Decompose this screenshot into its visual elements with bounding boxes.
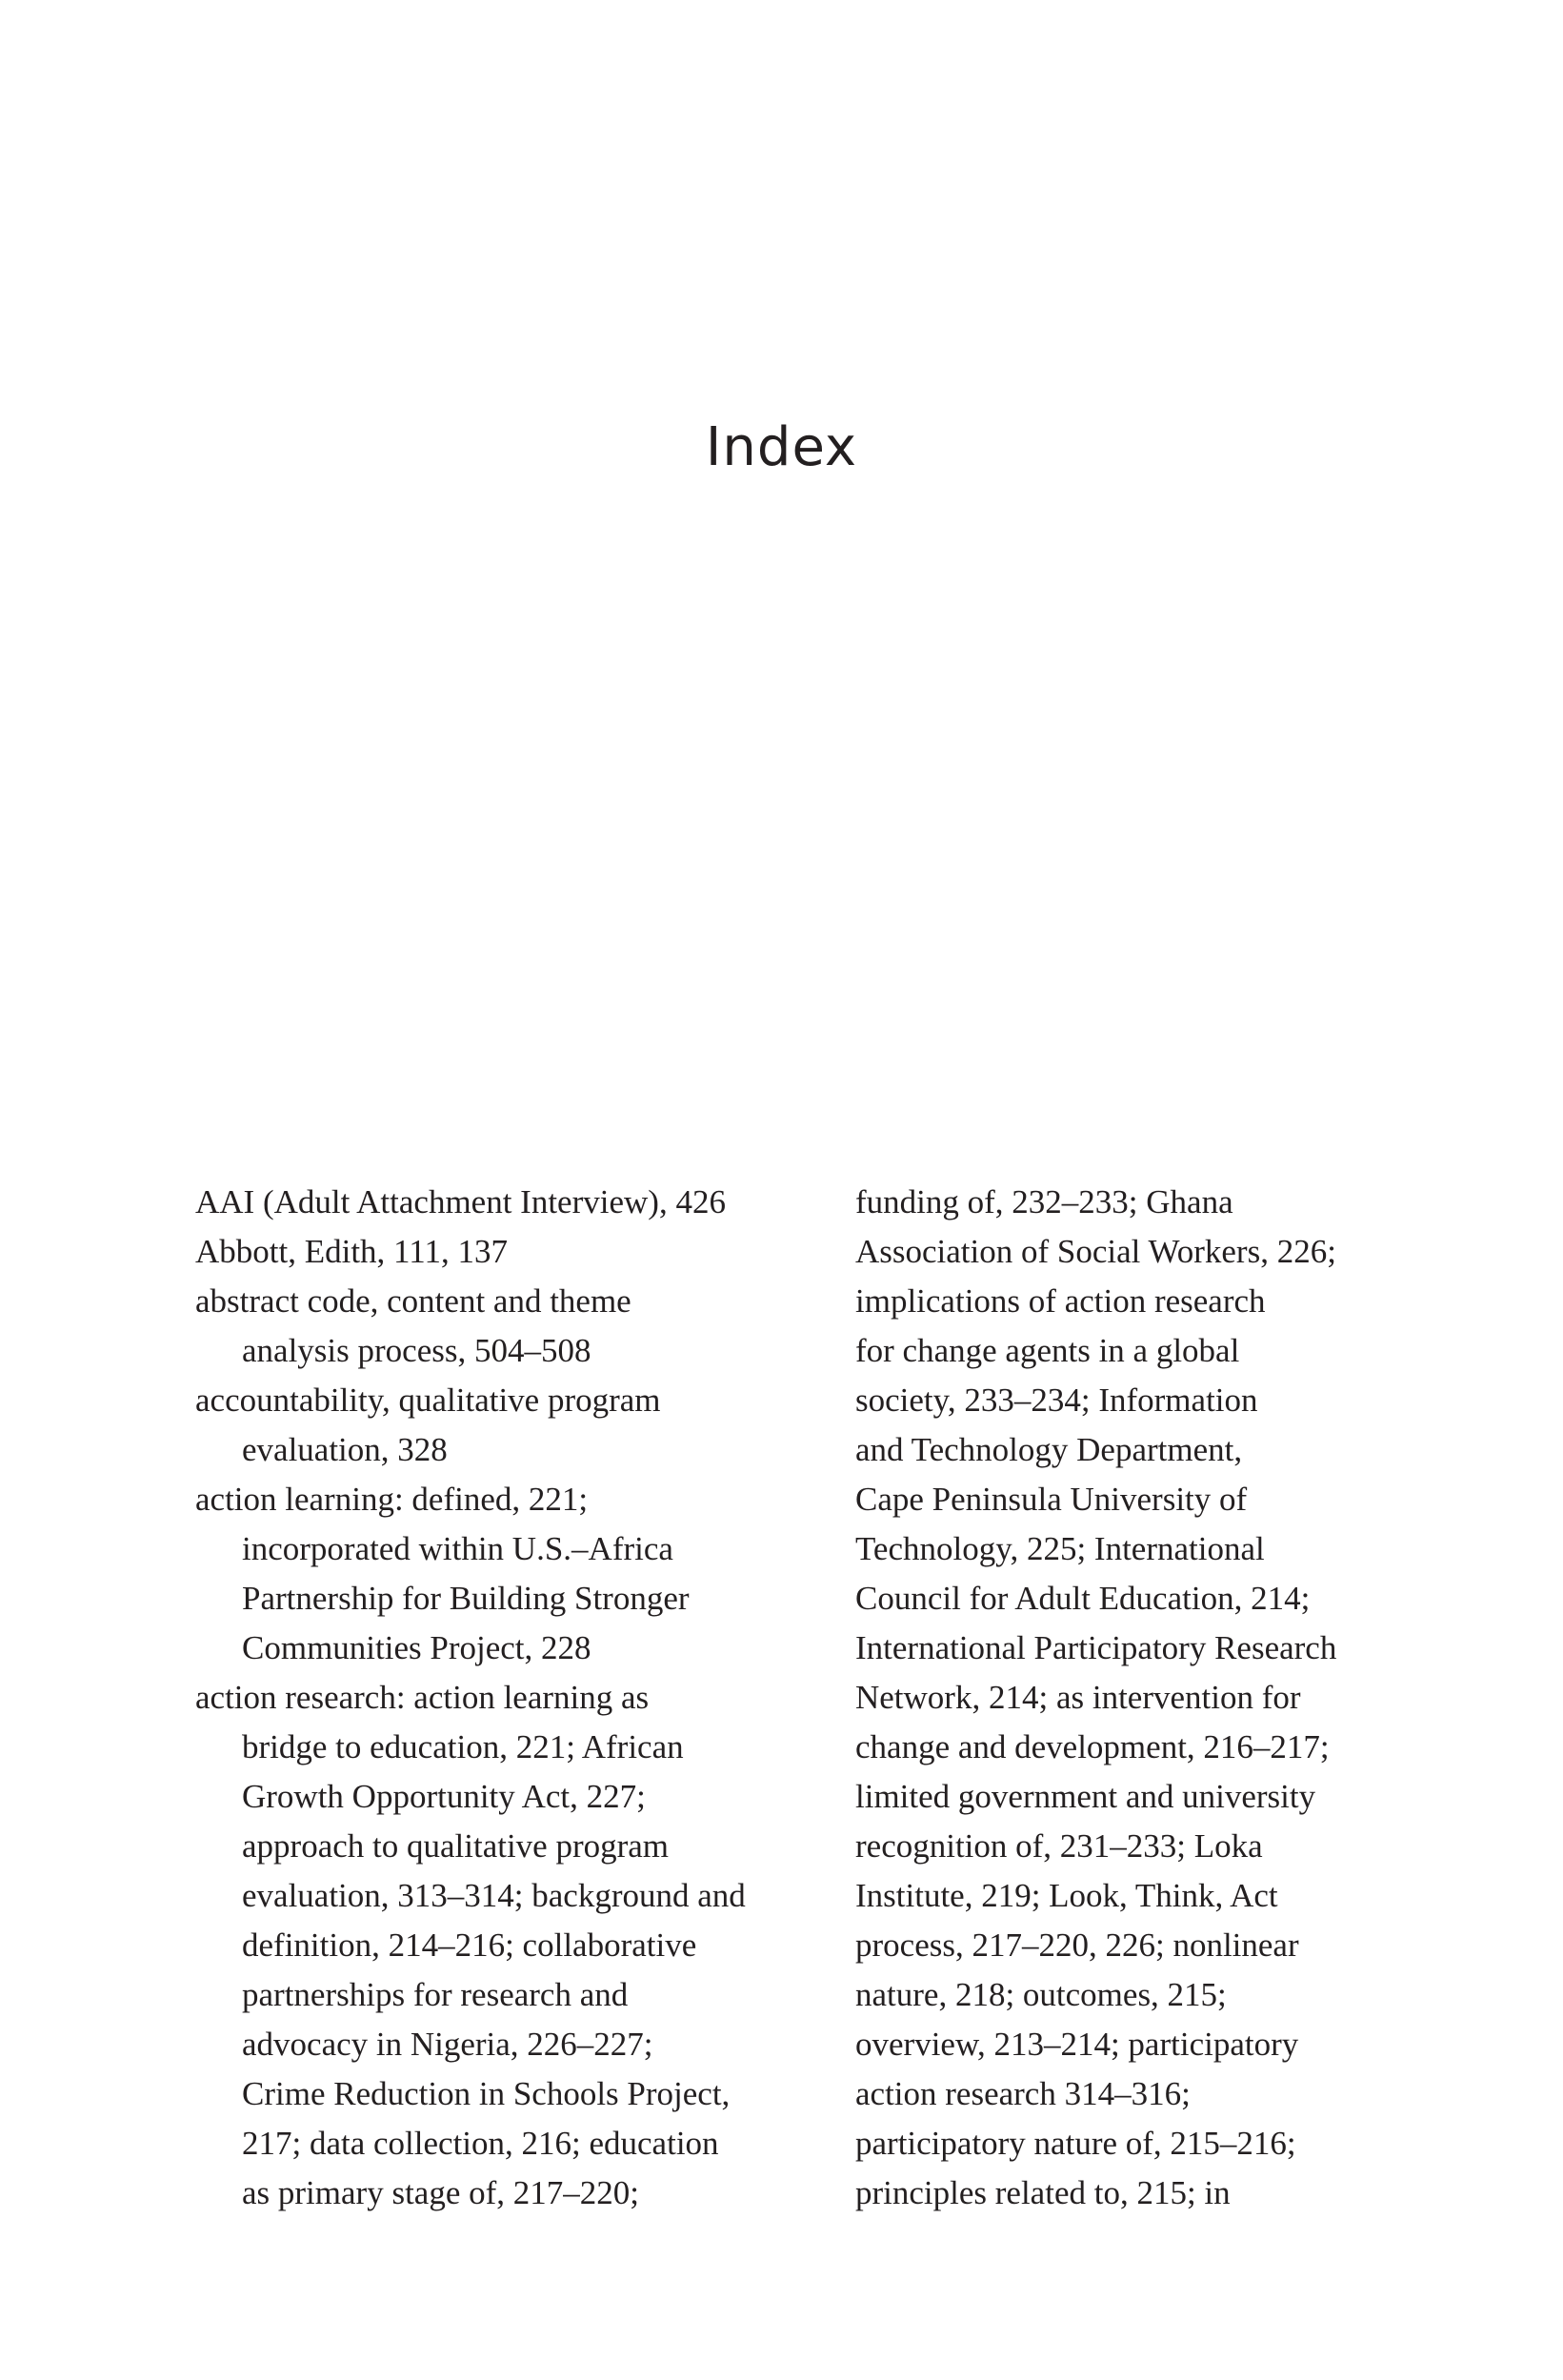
- index-entry-continuation: process, 217–220, 226; nonlinear: [855, 1926, 1299, 1964]
- index-entry-continuation: partnerships for research and: [242, 1976, 629, 2013]
- index-entry-line: accountability, qualitative program: [195, 1382, 661, 1419]
- index-entry-continuation: Partnership for Building Stronger: [242, 1580, 690, 1617]
- index-entry-continuation: analysis process, 504–508: [242, 1332, 591, 1369]
- index-entry-continuation: Cape Peninsula University of: [855, 1481, 1248, 1518]
- index-entry-line: AAI (Adult Attachment Interview), 426: [195, 1183, 726, 1220]
- index-entry-continuation: Growth Opportunity Act, 227;: [242, 1778, 646, 1815]
- index-entry-continuation: change and development, 216–217;: [855, 1728, 1330, 1765]
- index-entry-continuation: recognition of, 231–233; Loka: [855, 1827, 1263, 1865]
- index-entry-continuation: Communities Project, 228: [242, 1629, 591, 1666]
- index-entry-continuation: approach to qualitative program: [242, 1827, 670, 1865]
- index-entry-continuation: Crime Reduction in Schools Project,: [242, 2075, 731, 2112]
- index-entry-continuation: Institute, 219; Look, Think, Act: [855, 1877, 1278, 1914]
- index-entry-line: abstract code, content and theme: [195, 1282, 631, 1320]
- index-entry-continuation: overview, 213–214; participatory: [855, 2026, 1299, 2063]
- index-entry-continuation: limited government and university: [855, 1778, 1316, 1815]
- page-title: Index: [705, 416, 858, 478]
- index-entry-continuation: Network, 214; as intervention for: [855, 1679, 1301, 1716]
- index-entry-continuation: action research 314–316;: [855, 2075, 1191, 2112]
- index-entry-continuation: implications of action research: [855, 1282, 1266, 1320]
- index-entry-continuation: for change agents in a global: [855, 1332, 1240, 1369]
- index-entry-continuation: principles related to, 215; in: [855, 2174, 1231, 2211]
- index-entry-continuation: participatory nature of, 215–216;: [855, 2125, 1296, 2162]
- index-entry-continuation: incorporated within U.S.–Africa: [242, 1530, 673, 1567]
- index-entry-continuation: nature, 218; outcomes, 215;: [855, 1976, 1227, 2013]
- index-entry-continuation: definition, 214–216; collaborative: [242, 1926, 697, 1964]
- index-entry-continuation: 217; data collection, 216; education: [242, 2125, 719, 2162]
- index-entry-continuation: society, 233–234; Information: [855, 1382, 1258, 1419]
- index-entry-continuation: and Technology Department,: [855, 1431, 1243, 1468]
- index-entry-continuation: evaluation, 328: [242, 1431, 448, 1468]
- index-entry-continuation: International Participatory Research: [855, 1629, 1337, 1666]
- index-column-right: [855, 1178, 1427, 2218]
- index-entry-line: action research: action learning as: [195, 1679, 650, 1716]
- index-entry-continuation: bridge to education, 221; African: [242, 1728, 684, 1765]
- index-entry-continuation: Association of Social Workers, 226;: [855, 1233, 1336, 1270]
- index-column-left: [195, 1178, 805, 2218]
- index-entry-line: action learning: defined, 221;: [195, 1481, 589, 1518]
- index-entry-line: Abbott, Edith, 111, 137: [195, 1233, 508, 1270]
- index-entry-continuation: Council for Adult Education, 214;: [855, 1580, 1311, 1617]
- index-entry-continuation: as primary stage of, 217–220;: [242, 2174, 639, 2211]
- index-entry-continuation: Technology, 225; International: [855, 1530, 1265, 1567]
- index-entry-continuation: advocacy in Nigeria, 226–227;: [242, 2026, 653, 2063]
- index-entry-continuation: funding of, 232–233; Ghana: [855, 1183, 1233, 1220]
- index-entry-continuation: evaluation, 313–314; background and: [242, 1877, 746, 1914]
